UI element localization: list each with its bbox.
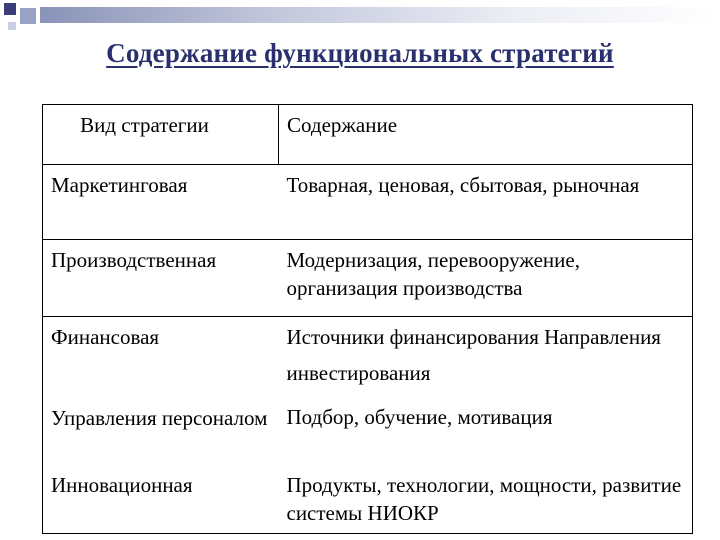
- slide-title: Содержание функциональных стратегий: [106, 38, 614, 68]
- table-row: [43, 397, 693, 465]
- deco-gradient-bar: [40, 7, 720, 23]
- table-row: [43, 165, 693, 240]
- strategy-content-cell: Товарная, ценовая, сбытовая, рыночная: [286, 173, 640, 197]
- strategy-type-cell: Финансовая: [43, 317, 279, 398]
- header-content: Содержание: [287, 113, 398, 137]
- strategies-table: [42, 104, 693, 534]
- strategy-type-cell: Маркетинговая: [51, 173, 188, 197]
- strategy-content-cell: Модернизация, перевооружение, организация производства: [279, 240, 693, 317]
- deco-square-dark: [4, 3, 16, 15]
- strategy-content-cell: Продукты, технологии, мощности, развитие системы НИОКР: [286, 473, 682, 525]
- deco-square-small: [8, 22, 16, 30]
- strategy-type-cell: Производственная: [43, 240, 279, 317]
- strategy-type-cell: Инновационная: [51, 473, 193, 497]
- table-row: [43, 240, 693, 317]
- table-row: [43, 465, 693, 534]
- slide-decoration: [0, 0, 720, 40]
- table-header-row: [43, 105, 693, 165]
- strategy-type-cell: Управления персоналом: [51, 406, 268, 430]
- table-row: [43, 317, 693, 398]
- strategy-content-cell: Подбор, обучение, мотивация: [286, 405, 553, 429]
- strategy-content-cell: Источники финансирования Направления инвестирования: [279, 317, 693, 398]
- header-strategy-type: Вид стратегии: [43, 105, 279, 165]
- deco-square-light: [20, 8, 36, 24]
